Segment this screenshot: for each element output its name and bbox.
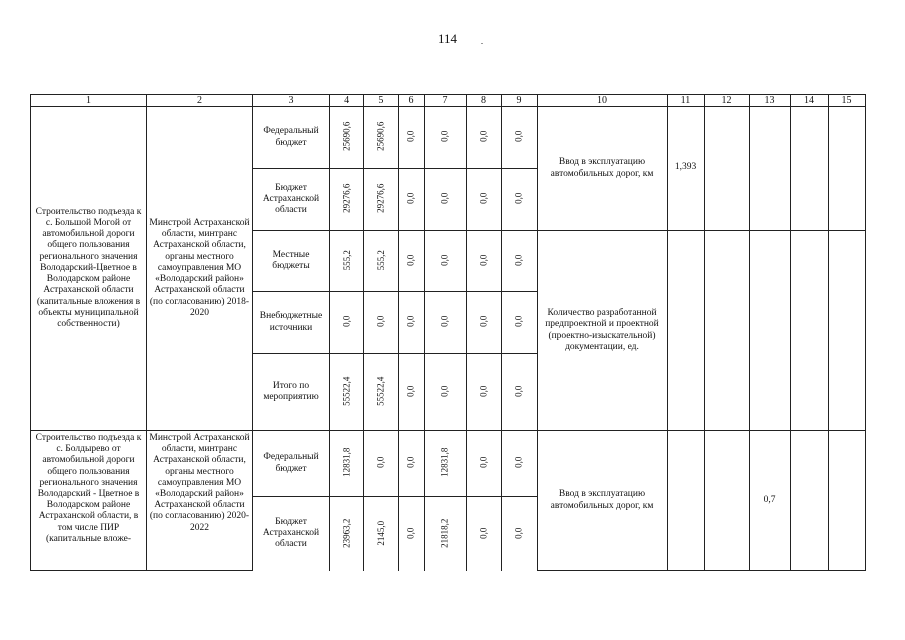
col-header: 3: [253, 95, 330, 107]
empty-cell: [790, 431, 828, 571]
indicator-cell: Ввод в эксплуатацию автомобильных дорог, км: [537, 107, 667, 231]
value-cell: [364, 169, 398, 231]
value-cell: [466, 231, 501, 292]
value-cell: [364, 497, 398, 571]
empty-cell: [667, 231, 704, 431]
value-text: 2145,0: [375, 520, 386, 546]
value-text: 12831,8: [439, 448, 450, 478]
value-cell: [501, 354, 537, 431]
empty-cell: [828, 107, 865, 231]
value-text: 0,0: [478, 254, 489, 266]
col-header: 10: [537, 95, 667, 107]
empty-cell: [704, 231, 749, 431]
funding-source: Итого по мероприятию: [253, 354, 330, 431]
value-cell: [364, 354, 398, 431]
value-text: 29276,6: [375, 184, 386, 214]
value-text: 0,0: [513, 254, 524, 266]
value-text: 0,0: [341, 316, 352, 328]
value-cell: [501, 231, 537, 292]
value-cell: [424, 497, 466, 571]
value-text: 0,0: [513, 193, 524, 205]
funding-source: Федеральный бюджет: [253, 107, 330, 169]
value-cell: [398, 431, 424, 497]
value-cell: [398, 107, 424, 169]
col-header: 15: [828, 95, 865, 107]
funding-source: Местные бюджеты: [253, 231, 330, 292]
value-text: 0,0: [405, 457, 416, 469]
col-header: 9: [501, 95, 537, 107]
value-cell: [501, 431, 537, 497]
value-text: 0,0: [405, 131, 416, 143]
value-cell: [424, 431, 466, 497]
indicator-cell: Количество разработанной предпроектной и проектной (проектно-изыскательной) документации, ед.: [537, 231, 667, 431]
value-cell: [330, 107, 364, 169]
value-cell: [398, 497, 424, 571]
funding-source: Внебюджетные источники: [253, 292, 330, 354]
empty-cell: [749, 231, 790, 431]
value-cell: [466, 107, 501, 169]
value-text: 0,0: [513, 131, 524, 143]
empty-cell: [667, 431, 704, 571]
col-header: 6: [398, 95, 424, 107]
value-cell: [364, 231, 398, 292]
value-text: 0,0: [375, 457, 386, 469]
value-text: 0,0: [478, 527, 489, 539]
col-header: 4: [330, 95, 364, 107]
col-header: 7: [424, 95, 466, 107]
program-table: [30, 94, 866, 571]
project-executor: Минстрой Астраханской области, минтранс Астраханской области, органы местного самоуправления МО «Володарский район» Астраханской области (по согласованию) 2018-2020: [147, 107, 253, 431]
value-text: 0,0: [375, 316, 386, 328]
col-header: 14: [790, 95, 828, 107]
project-executor: Минстрой Астраханской области, минтранс Астраханской области, органы местного самоуправления МО «Володарский район» Астраханской области (по согласованию) 2020-2022: [147, 431, 253, 571]
col-header: 12: [704, 95, 749, 107]
indicator-value: 0,7: [749, 431, 790, 571]
value-text: 0,0: [439, 193, 450, 205]
col-header: 11: [667, 95, 704, 107]
value-text: 0,0: [405, 254, 416, 266]
value-text: 0,0: [478, 131, 489, 143]
value-cell: [501, 292, 537, 354]
col-header: 8: [466, 95, 501, 107]
col-header: 2: [147, 95, 253, 107]
empty-cell: [704, 107, 749, 231]
value-cell: [424, 292, 466, 354]
value-cell: [330, 431, 364, 497]
value-text: 25690,6: [375, 122, 386, 152]
empty-cell: [749, 107, 790, 231]
funding-source: Федеральный бюджет: [253, 431, 330, 497]
project-name: Строительство подъезда к с. Большой Могой от автомобильной дороги общего пользования регионального значения Володарский-Цветное в Володарском районе Астраханской области (капитальные вложения в объекты муниципальной собственности): [31, 107, 147, 431]
header-row: [31, 95, 866, 107]
table-row: [31, 107, 866, 169]
value-text: 0,0: [405, 193, 416, 205]
value-cell: [501, 107, 537, 169]
value-cell: [424, 107, 466, 169]
value-text: 0,0: [439, 254, 450, 266]
col-header: 5: [364, 95, 398, 107]
value-cell: [424, 354, 466, 431]
value-cell: [501, 169, 537, 231]
value-text: 55522,4: [375, 376, 386, 406]
value-text: 0,0: [513, 316, 524, 328]
indicator-cell: Ввод в эксплуатацию автомобильных дорог, км: [537, 431, 667, 571]
value-text: 555,2: [375, 250, 386, 271]
project-name: Строительство подъезда к с. Болдырево от автомобильной дороги общего пользования регионального значения Володарский - Цветное в Володарском районе Астраханской области, в том числе ПИР (капитальные вложе-: [31, 431, 147, 571]
value-text: 29276,6: [341, 184, 352, 214]
value-text: 0,0: [405, 385, 416, 397]
value-cell: [466, 431, 501, 497]
value-cell: [330, 169, 364, 231]
value-cell: [398, 169, 424, 231]
value-cell: [424, 169, 466, 231]
value-cell: [398, 231, 424, 292]
value-text: 0,0: [405, 316, 416, 328]
value-text: 0,0: [439, 316, 450, 328]
value-text: 0,0: [478, 385, 489, 397]
empty-cell: [790, 107, 828, 231]
page-number: 114: [438, 31, 458, 46]
empty-cell: [704, 431, 749, 571]
indicator-value: 1,393: [667, 107, 704, 231]
value-cell: [398, 354, 424, 431]
value-text: 0,0: [439, 131, 450, 143]
value-text: 0,0: [478, 316, 489, 328]
value-text: 0,0: [513, 527, 524, 539]
value-text: 0,0: [478, 457, 489, 469]
value-text: 0,0: [513, 385, 524, 397]
scan-mark: [481, 43, 483, 44]
value-cell: [501, 497, 537, 571]
value-cell: [466, 292, 501, 354]
value-cell: [364, 431, 398, 497]
value-cell: [330, 231, 364, 292]
value-cell: [330, 292, 364, 354]
value-text: 0,0: [478, 193, 489, 205]
value-cell: [424, 231, 466, 292]
funding-source: Бюджет Астраханской области: [253, 497, 330, 571]
value-text: 555,2: [341, 250, 352, 271]
value-text: 23963,2: [341, 518, 352, 548]
funding-source: Бюджет Астраханской области: [253, 169, 330, 231]
col-header: 13: [749, 95, 790, 107]
value-cell: [398, 292, 424, 354]
value-cell: [330, 497, 364, 571]
empty-cell: [828, 231, 865, 431]
table-row: [31, 431, 866, 497]
value-text: 55522,4: [341, 376, 352, 406]
col-header: 1: [31, 95, 147, 107]
value-cell: [466, 169, 501, 231]
empty-cell: [790, 231, 828, 431]
value-cell: [466, 497, 501, 571]
empty-cell: [828, 431, 865, 571]
value-text: 21818,2: [439, 518, 450, 548]
value-text: 0,0: [513, 457, 524, 469]
value-text: 0,0: [405, 527, 416, 539]
value-cell: [330, 354, 364, 431]
value-text: 0,0: [439, 385, 450, 397]
value-text: 25690,6: [341, 122, 352, 152]
value-text: 12831,8: [341, 448, 352, 478]
value-cell: [364, 292, 398, 354]
value-cell: [466, 354, 501, 431]
value-cell: [364, 107, 398, 169]
